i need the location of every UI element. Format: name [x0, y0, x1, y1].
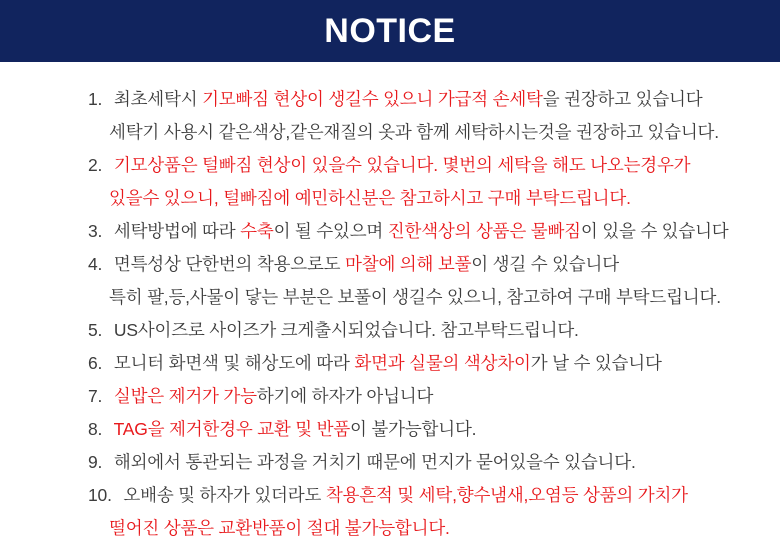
line-text-segment: 이 불가능합니다.	[350, 419, 477, 439]
line-number: 2.	[88, 155, 103, 175]
notice-line	[88, 512, 770, 545]
line-text-segment: 하기에 하자가 아닙니다	[256, 386, 434, 406]
notice-line	[88, 281, 770, 314]
notice-line	[88, 116, 770, 149]
line-number: 6.	[88, 353, 103, 373]
line-number: 5.	[88, 320, 103, 340]
notice-line	[88, 83, 770, 116]
line-number: 7.	[88, 386, 103, 406]
notice-header	[0, 0, 780, 62]
line-text-segment: 최초세탁시	[113, 89, 203, 109]
line-number: 3.	[88, 221, 103, 241]
line-text-segment: 진한색상의 상품은 물빠짐	[387, 221, 581, 241]
line-text-segment: 수축	[240, 221, 274, 241]
line-text-segment: 화면과 실물의 색상차이	[354, 353, 531, 373]
notice-line	[88, 479, 770, 512]
notice-line	[88, 149, 770, 182]
line-text-segment: 착용흔적 및 세탁,향수냄새,오염등 상품의 가치가	[325, 485, 688, 505]
line-number: 4.	[88, 254, 103, 274]
notice-line	[88, 248, 770, 281]
line-text-segment: 을 권장하고 있습니다	[542, 89, 703, 109]
line-text-segment: 있을수 있으니, 털빠짐에 예민하신분은 참고하시고 구매 부탁드립니다.	[109, 188, 631, 208]
line-text-segment: 해외에서 통관되는 과정을 거치기 때문에 먼지가 묻어있을수 있습니다.	[113, 452, 636, 472]
line-text-segment: 이 있을 수 있습니다	[580, 221, 729, 241]
notice-line	[88, 446, 770, 479]
line-text-segment: US사이즈로 사이즈가 크게출시되었습니다. 참고부탁드립니다.	[113, 320, 579, 340]
line-text-segment: 기모상품은 털빠짐 현상이 있을수 있습니다. 몇번의 세탁을 해도 나오는경우가	[113, 155, 691, 175]
line-text-segment: 마찰에 의해 보풀	[345, 254, 472, 274]
line-number: 10.	[88, 485, 112, 505]
line-text-segment: 모니터 화면색 및 해상도에 따라	[113, 353, 355, 373]
line-number: 9.	[88, 452, 103, 472]
line-text-segment: 가 날 수 있습니다	[530, 353, 662, 373]
line-text-segment: 이 될 수있으며	[273, 221, 388, 241]
line-number: 1.	[88, 89, 103, 109]
notice-line	[88, 314, 770, 347]
notice-line	[88, 215, 770, 248]
line-text-segment: 실밥은 제거가 가능	[113, 386, 257, 406]
line-text-segment: 특히 팔,등,사물이 닿는 부분은 보풀이 생길수 있으니, 참고하여 구매 부탁드립니다.	[109, 287, 721, 307]
line-text-segment: 면특성상 단한번의 착용으로도	[113, 254, 346, 274]
notice-line	[88, 347, 770, 380]
notice-line	[88, 182, 770, 215]
notice-list	[0, 62, 780, 545]
line-text-segment: 떨어진 상품은 교환반품이 절대 불가능합니다.	[109, 518, 450, 538]
line-text-segment: 세탁방법에 따라	[113, 221, 241, 241]
line-text-segment: TAG을 제거한경우 교환 및 반품	[113, 419, 351, 439]
line-number: 8.	[88, 419, 103, 439]
line-text-segment: 기모빠짐 현상이 생길수 있으니 가급적 손세탁	[202, 89, 543, 109]
line-text-segment: 이 생길 수 있습니다	[471, 254, 619, 274]
line-text-segment: 오배송 및 하자가 있더라도	[123, 485, 326, 505]
notice-line	[88, 413, 770, 446]
line-text-segment: 세탁기 사용시 같은색상,같은재질의 옷과 함께 세탁하시는것을 권장하고 있습니다.	[109, 122, 719, 142]
notice-line	[88, 380, 770, 413]
notice-title: NOTICE	[324, 11, 456, 50]
